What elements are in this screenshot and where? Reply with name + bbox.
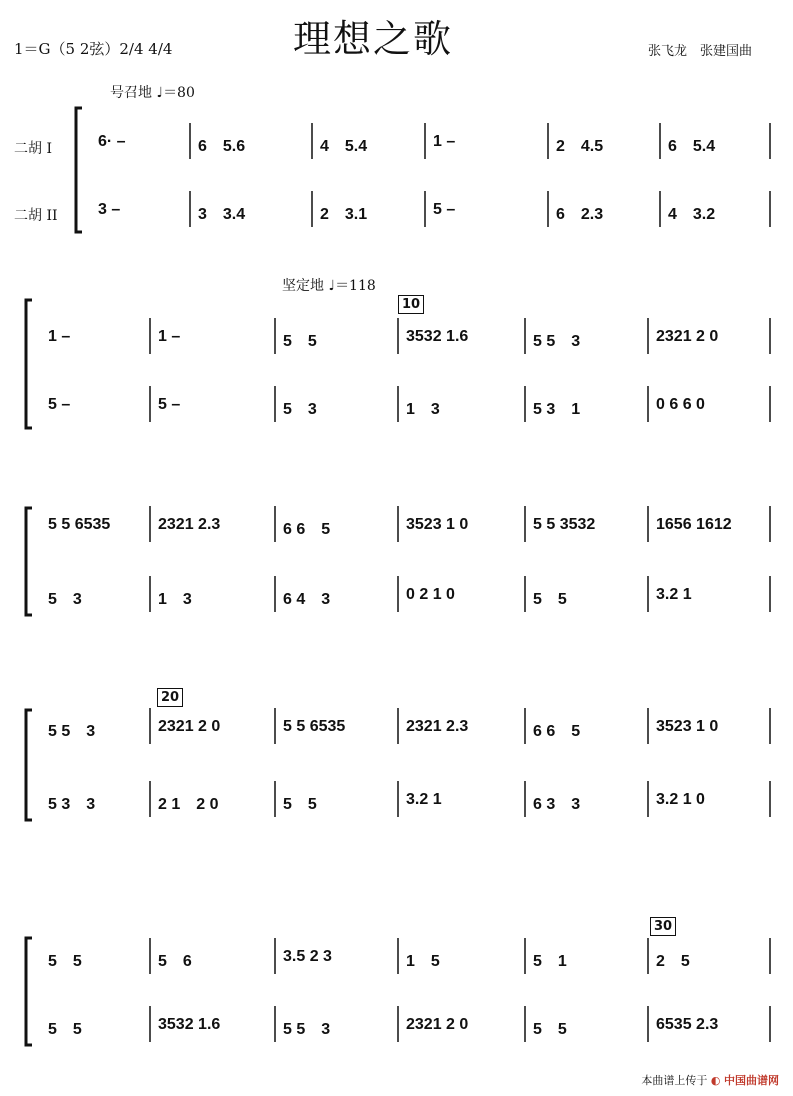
measure-erhu1: 5 5 6535 (48, 516, 111, 533)
measure-erhu2: 3.2 1 0 (656, 791, 705, 808)
measure-erhu2: 3.2 1 (406, 791, 442, 808)
tempo-text: 坚定地 (282, 278, 324, 294)
measure-erhu1: 5 5 (48, 953, 82, 970)
system-bracket (26, 508, 32, 615)
measure-erhu1: 1 – (433, 133, 456, 150)
rehearsal-mark-20: 20 (157, 688, 183, 707)
composer-credit: 张飞龙 张建国曲 (648, 44, 753, 59)
measure-erhu2: 5 – (48, 396, 71, 413)
measure-erhu2: 0 2 1 0 (406, 586, 455, 603)
measure-erhu2: 2321 2 0 (406, 1016, 469, 1033)
measure-erhu2: 3532 1.6 (158, 1016, 221, 1033)
measure-erhu1: 3.5 2 3 (283, 948, 332, 965)
system-bracket (26, 938, 32, 1045)
tempo-text: 号召地 (110, 85, 152, 101)
measure-erhu1: 5 5 6535 (283, 718, 346, 735)
instrument-label-erhu2: 二胡 II (14, 208, 58, 224)
system-bracket (26, 300, 32, 428)
measure-erhu1: 2 5 (656, 953, 690, 970)
measure-erhu2: 5 5 (533, 1021, 567, 1038)
measure-erhu1: 6 6 5 (283, 521, 331, 538)
system-bracket (76, 108, 82, 232)
measure-erhu1: 2321 2.3 (158, 516, 221, 533)
measure-erhu2: 5 3 (48, 591, 82, 608)
measure-erhu2: 0 6 6 0 (656, 396, 705, 413)
measure-erhu1: 3523 1 0 (406, 516, 469, 533)
measure-erhu2: 2 1 2 0 (158, 796, 219, 813)
measure-erhu2: 3 – (98, 201, 121, 218)
rehearsal-mark-30: 30 (650, 917, 676, 936)
tempo-bpm: ＝80 (163, 85, 195, 101)
measure-erhu1: 3532 1.6 (406, 328, 469, 345)
measure-erhu2: 5 3 (283, 401, 317, 418)
measure-erhu2: 5 5 (283, 796, 317, 813)
measure-erhu2: 5 5 (48, 1021, 82, 1038)
measure-erhu1: 5 5 3 (48, 723, 96, 740)
measure-erhu1: 4 5.4 (320, 138, 368, 155)
measure-erhu1: 6 6 5 (533, 723, 581, 740)
measure-erhu2: 5 – (433, 201, 456, 218)
site-name: 中国曲谱网 (724, 1074, 779, 1087)
measure-erhu1: 2321 2.3 (406, 718, 469, 735)
measure-erhu1: 1 – (158, 328, 181, 345)
measure-erhu1: 6 5.4 (668, 138, 716, 155)
measure-erhu1: 2 4.5 (556, 138, 604, 155)
measure-erhu2: 5 5 3 (283, 1021, 331, 1038)
footer-text: 本曲谱上传于 (641, 1074, 708, 1087)
measure-erhu1: 6· – (98, 133, 126, 150)
measure-erhu1: 2321 2 0 (656, 328, 719, 345)
measure-erhu2: 6535 2.3 (656, 1016, 719, 1033)
footer-credit (641, 1072, 779, 1088)
measure-erhu2: 2 3.1 (320, 206, 368, 223)
measure-erhu1: 5 5 (283, 333, 317, 350)
measure-erhu1: 5 6 (158, 953, 192, 970)
measure-erhu2: 6 2.3 (556, 206, 604, 223)
measure-erhu1: 1 – (48, 328, 71, 345)
score-title: 理想之歌 (293, 17, 454, 61)
measure-erhu2: 3.2 1 (656, 586, 692, 603)
measure-erhu2: 1 3 (158, 591, 192, 608)
quarter-note-icon: ♩ (328, 278, 336, 294)
measure-erhu1: 5 1 (533, 953, 567, 970)
measure-erhu1: 5 5 3 (533, 333, 581, 350)
measure-erhu1: 1 5 (406, 953, 440, 970)
measure-erhu2: 5 5 (533, 591, 567, 608)
measure-erhu2: 5 – (158, 396, 181, 413)
rehearsal-mark-10: 10 (398, 295, 424, 314)
instrument-label-erhu1: 二胡 I (14, 141, 52, 157)
tempo-bpm: ＝118 (335, 278, 376, 294)
measure-erhu2: 5 3 1 (533, 401, 581, 418)
measure-erhu1: 5 5 3532 (533, 516, 596, 533)
system-bracket (26, 710, 32, 820)
measure-erhu1: 3523 1 0 (656, 718, 719, 735)
measure-erhu2: 6 3 3 (533, 796, 581, 813)
measure-erhu2: 5 3 3 (48, 796, 96, 813)
measure-erhu2: 6 4 3 (283, 591, 331, 608)
key-signature: 1＝G（5 2弦）2/4 4/4 (14, 40, 173, 58)
measure-erhu2: 1 3 (406, 401, 440, 418)
site-logo-icon: ◐ (710, 1074, 721, 1087)
quarter-note-icon: ♩ (156, 85, 164, 101)
measure-erhu1: 2321 2 0 (158, 718, 221, 735)
measure-erhu2: 4 3.2 (668, 206, 716, 223)
measure-erhu2: 3 3.4 (198, 206, 246, 223)
measure-erhu1: 6 5.6 (198, 138, 246, 155)
measure-erhu1: 1656 1612 (656, 516, 732, 533)
